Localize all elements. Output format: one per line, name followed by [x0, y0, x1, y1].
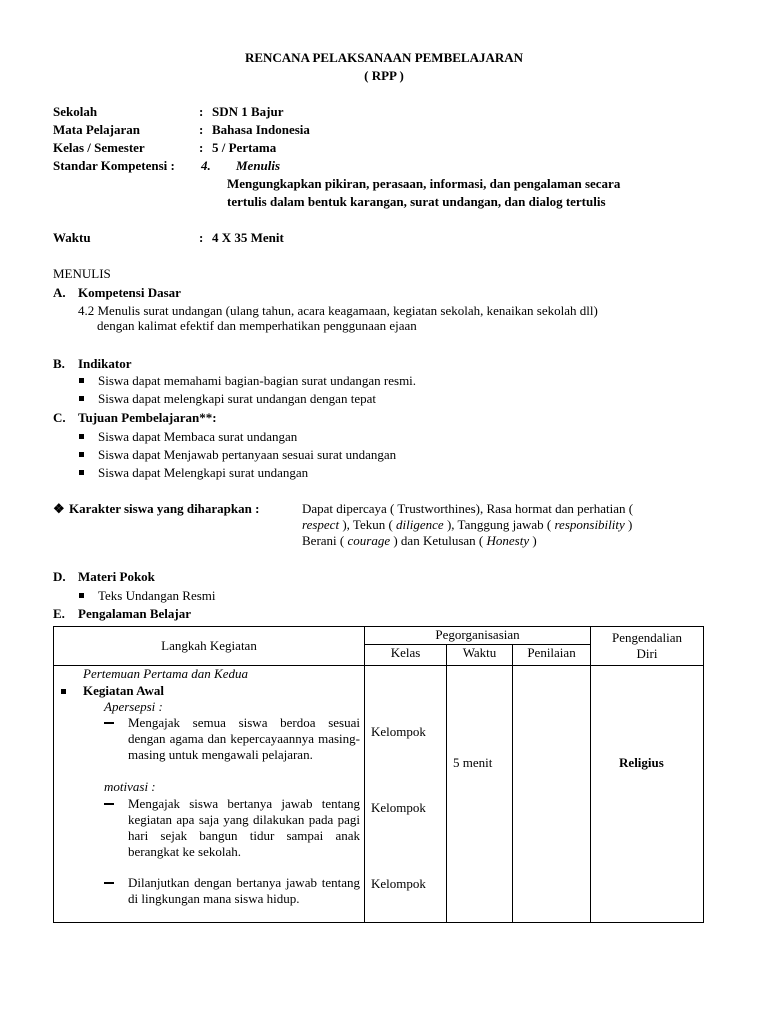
sekolah-label: Sekolah — [53, 104, 98, 119]
kelas-value: Kelompok — [371, 876, 426, 891]
kelas-cell — [365, 666, 447, 923]
pengendalian-value: Religius — [619, 755, 664, 770]
bullet-icon — [79, 396, 84, 401]
indikator-letter: B. — [53, 356, 65, 371]
header-pengendalian-diri: Pengendalian Diri — [591, 627, 704, 666]
indikator-heading: Indikator — [78, 356, 132, 371]
tujuan-heading: Tujuan Pembelajaran**: — [78, 410, 217, 425]
materi-letter: D. — [53, 569, 66, 584]
materi-heading: Materi Pokok — [78, 569, 155, 584]
penilaian-cell — [513, 666, 591, 923]
pengendalian-cell — [591, 666, 704, 923]
bullet-icon — [79, 452, 84, 457]
step-berdoa: Mengajak semua siswa berdoa sesuai dengan agama dan kepercayaannya masing-masing untuk mengawali pelajaran. — [128, 715, 360, 762]
kd-letter: A. — [53, 285, 66, 300]
sk-description-line-2: tertulis dalam bentuk karangan, surat undangan, dan dialog tertulis — [227, 194, 606, 209]
diamond-bullet-icon: ❖ — [53, 501, 65, 516]
langkah-kegiatan-cell — [54, 666, 365, 923]
bullet-icon — [61, 689, 66, 694]
sekolah-value: SDN 1 Bajur — [212, 104, 284, 119]
kelas-value: 5 / Pertama — [212, 140, 277, 155]
section-title: MENULIS — [53, 266, 111, 281]
indikator-item: Siswa dapat melengkapi surat undangan dengan tepat — [98, 391, 376, 406]
waktu-label: Waktu — [53, 230, 91, 245]
kelas-value: Kelompok — [371, 800, 426, 815]
kegiatan-awal-heading: Kegiatan Awal — [83, 683, 165, 698]
karakter-heading: Karakter siswa yang diharapkan : — [69, 501, 260, 516]
sk-label: Standar Kompetensi : — [53, 158, 175, 173]
indikator-item: Siswa dapat memahami bagian-bagian surat undangan resmi. — [98, 373, 417, 388]
kd-text-line-1: 4.2 Menulis surat undangan (ulang tahun, acara keagamaan, kegiatan sekolah, kenaikan sekolah dll) — [78, 303, 598, 318]
mapel-colon: : — [199, 122, 204, 137]
materi-item: Teks Undangan Resmi — [98, 588, 216, 603]
dash-icon — [104, 803, 114, 805]
waktu-value: 5 menit — [453, 755, 493, 770]
kd-text-line-2: dengan kalimat efektif dan memperhatikan penggunaan ejaan — [97, 318, 417, 333]
karakter-line-2: respect ), Tekun ( diligence ), Tanggung jawab ( responsibility ) — [302, 517, 633, 532]
kelas-value: Kelompok — [371, 724, 426, 739]
bullet-icon — [79, 593, 84, 598]
pengalaman-heading: Pengalaman Belajar — [78, 606, 192, 621]
kelas-colon: : — [199, 140, 204, 155]
tujuan-letter: C. — [53, 410, 66, 425]
header-penilaian: Penilaian — [513, 645, 591, 666]
pengalaman-belajar-table — [53, 626, 704, 923]
kelas-label: Kelas / Semester — [53, 140, 145, 155]
document-subtitle: ( RPP ) — [364, 68, 404, 83]
karakter-line-3: Berani ( courage ) dan Ketulusan ( Honesty ) — [302, 533, 537, 548]
waktu-colon: : — [199, 230, 204, 245]
step-tanya-jawab: Mengajak siswa bertanya jawab tentang kegiatan apa saja yang dilakukan pada pagi hari sejak bangun tidur sampai anak berangkat ke sekolah. — [128, 796, 360, 859]
header-langkah-kegiatan: Langkah Kegiatan — [54, 627, 365, 666]
header-kelas: Kelas — [365, 645, 447, 666]
karakter-line-1: Dapat dipercaya ( Trustworthines), Rasa hormat dan perhatian ( — [302, 501, 634, 516]
tujuan-item: Siswa dapat Membaca surat undangan — [98, 429, 298, 444]
motivasi-label: motivasi : — [104, 779, 156, 794]
sk-description-line-1: Mengungkapkan pikiran, perasaan, informasi, dan pengalaman secara — [227, 176, 621, 191]
kd-heading: Kompetensi Dasar — [78, 285, 181, 300]
bullet-icon — [79, 470, 84, 475]
header-waktu: Waktu — [447, 645, 513, 666]
dash-icon — [104, 722, 114, 724]
bullet-icon — [79, 434, 84, 439]
pengalaman-letter: E. — [53, 606, 65, 621]
bullet-icon — [79, 378, 84, 383]
tujuan-item: Siswa dapat Menjawab pertanyaan sesuai surat undangan — [98, 447, 397, 462]
dash-icon — [104, 882, 114, 884]
waktu-value: 4 X 35 Menit — [212, 230, 284, 245]
mapel-value: Bahasa Indonesia — [212, 122, 310, 137]
document-title: RENCANA PELAKSANAAN PEMBELAJARAN — [244, 50, 524, 65]
waktu-cell — [447, 666, 513, 923]
tujuan-item: Siswa dapat Melengkapi surat undangan — [98, 465, 309, 480]
pertemuan-label: Pertemuan Pertama dan Kedua — [83, 666, 249, 681]
header-pegorganisasian: Pegorganisasian — [365, 627, 591, 645]
sk-number: 4. — [201, 158, 211, 173]
apersepsi-label: Apersepsi : — [104, 699, 163, 714]
step-lingkungan: Dilanjutkan dengan bertanya jawab tentang di lingkungan mana siswa hidup. — [128, 875, 360, 906]
sk-title: Menulis — [236, 158, 281, 173]
sekolah-colon: : — [199, 104, 204, 119]
mapel-label: Mata Pelajaran — [53, 122, 141, 137]
